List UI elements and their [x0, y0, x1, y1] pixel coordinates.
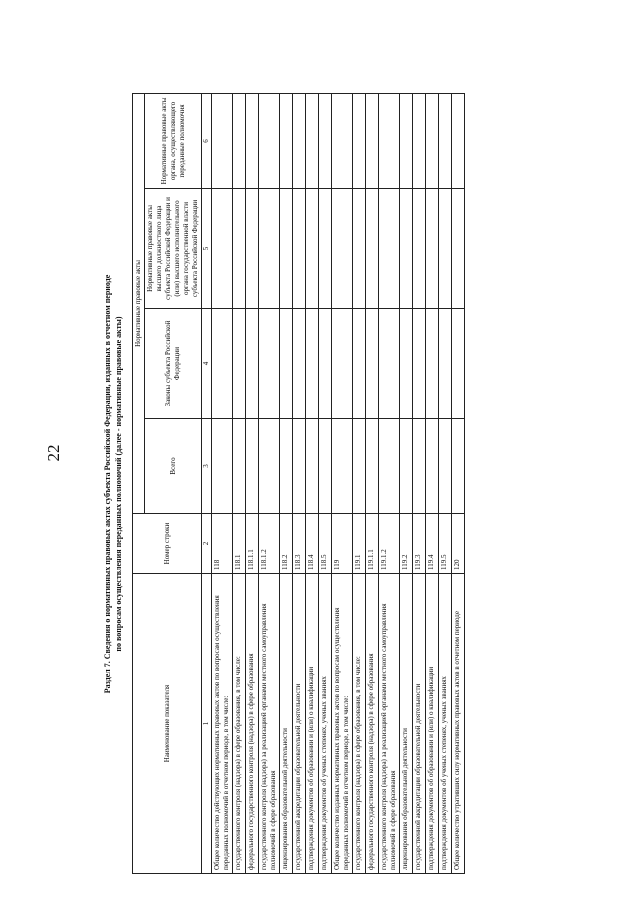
value-cell[interactable]: [400, 189, 413, 309]
header-normative-acts: Нормативные правовые акты: [133, 93, 145, 513]
column-number-cell: 1: [202, 574, 212, 874]
value-cell[interactable]: [319, 309, 332, 419]
value-cell[interactable]: [280, 189, 293, 309]
value-cell[interactable]: [246, 93, 259, 188]
value-cell[interactable]: [212, 93, 233, 188]
indicator-name-cell: подтверждения документов об образовании и (или) о квалификации: [426, 574, 439, 874]
table-row: [293, 93, 306, 873]
value-cell[interactable]: [452, 419, 465, 514]
indicator-name-cell: государственного контроля (надзора) за реализацией органами местного самоуправления полномочий в сфере образования: [259, 574, 280, 874]
row-number-cell: 118: [212, 514, 233, 574]
table-row: [319, 93, 332, 873]
column-number-cell: 4: [202, 309, 212, 419]
value-cell[interactable]: [452, 309, 465, 419]
value-cell[interactable]: [280, 419, 293, 514]
table-row: [280, 93, 293, 873]
row-number-cell: 120: [452, 514, 465, 574]
value-cell[interactable]: [426, 189, 439, 309]
value-cell[interactable]: [306, 189, 319, 309]
value-cell[interactable]: [439, 419, 452, 514]
indicator-name-cell: государственного контроля (надзора) в сфере образования, в том числе:: [353, 574, 366, 874]
value-cell[interactable]: [233, 419, 246, 514]
row-number-cell: 119: [332, 514, 353, 574]
row-number-cell: 118.1.2: [259, 514, 280, 574]
acts-table: [132, 93, 465, 874]
indicator-name-cell: подтверждения документов об образовании и (или) о квалификации: [306, 574, 319, 874]
row-number-cell: 119.5: [439, 514, 452, 574]
row-number-cell: 119.4: [426, 514, 439, 574]
value-cell[interactable]: [439, 189, 452, 309]
page-number: 22: [44, 444, 63, 462]
value-cell[interactable]: [212, 419, 233, 514]
indicator-name-cell: государственного контроля (надзора) в сфере образования, в том числе:: [233, 574, 246, 874]
value-cell[interactable]: [426, 309, 439, 419]
value-cell[interactable]: [353, 189, 366, 309]
value-cell[interactable]: [259, 93, 280, 188]
value-cell[interactable]: [293, 419, 306, 514]
header-indicator-name: Наименование показателя: [133, 574, 202, 874]
table-row: [259, 93, 280, 873]
indicator-name-cell: Общее количество изданных нормативных правовых актов по вопросам осуществления переданных полномочий в отчетном периоде, в том числе:: [332, 574, 353, 874]
table-row: [332, 93, 353, 873]
table-body: [212, 93, 465, 873]
value-cell[interactable]: [246, 189, 259, 309]
value-cell[interactable]: [439, 93, 452, 188]
indicator-name-cell: государственной аккредитации образовательной деятельности: [413, 574, 426, 874]
value-cell[interactable]: [233, 309, 246, 419]
rotated-content: [98, 94, 518, 874]
header-body-acts: Нормативные правовые акты органа, осуществляющего переданные полномочия: [145, 93, 202, 188]
table-row: [452, 93, 465, 873]
section-title: [102, 94, 124, 874]
row-number-cell: 118.1.1: [246, 514, 259, 574]
value-cell[interactable]: [366, 309, 379, 419]
table-row: [426, 93, 439, 873]
value-cell[interactable]: [366, 189, 379, 309]
section-title-line-2: по вопросам осуществления переданных полномочий (далее - нормативные правовые акты): [114, 316, 123, 652]
value-cell[interactable]: [332, 309, 353, 419]
table-row: [233, 93, 246, 873]
value-cell[interactable]: [426, 93, 439, 188]
row-number-cell: 119.1: [353, 514, 366, 574]
indicator-name-cell: лицензирования образовательной деятельности: [400, 574, 413, 874]
header-subject-laws: Законы субъекта Российской Федерации: [145, 309, 202, 419]
table-row: [413, 93, 426, 873]
value-cell[interactable]: [400, 419, 413, 514]
value-cell[interactable]: [212, 189, 233, 309]
value-cell[interactable]: [379, 93, 400, 188]
indicator-name-cell: Общее количество действующих нормативных правовых актов по вопросам осуществления переданных полномочий в отчетном периоде, в том числе:: [212, 574, 233, 874]
value-cell[interactable]: [400, 93, 413, 188]
column-number-cell: 6: [202, 93, 212, 188]
value-cell[interactable]: [293, 189, 306, 309]
row-number-cell: 119.1.2: [379, 514, 400, 574]
indicator-name-cell: государственного контроля (надзора) за реализацией органами местного самоуправления полномочий в сфере образования: [379, 574, 400, 874]
row-number-cell: 118.3: [293, 514, 306, 574]
column-number-cell: 2: [202, 514, 212, 574]
indicator-name-cell: федерального государственного контроля (надзора) в сфере образования: [246, 574, 259, 874]
column-number-cell: 3: [202, 419, 212, 514]
table-row: [353, 93, 366, 873]
value-cell[interactable]: [413, 419, 426, 514]
row-number-cell: 118.5: [319, 514, 332, 574]
value-cell[interactable]: [233, 93, 246, 188]
value-cell[interactable]: [259, 419, 280, 514]
indicator-name-cell: государственной аккредитации образовательной деятельности: [293, 574, 306, 874]
header-total: Всего: [145, 419, 202, 514]
indicator-name-cell: лицензирования образовательной деятельности: [280, 574, 293, 874]
value-cell[interactable]: [439, 309, 452, 419]
value-cell[interactable]: [426, 419, 439, 514]
value-cell[interactable]: [233, 189, 246, 309]
row-number-cell: 119.3: [413, 514, 426, 574]
row-number-cell: 118.1: [233, 514, 246, 574]
value-cell[interactable]: [319, 419, 332, 514]
value-cell[interactable]: [212, 309, 233, 419]
indicator-name-cell: подтверждения документов об ученых степенях, ученых званиях: [439, 574, 452, 874]
table-row: [439, 93, 452, 873]
value-cell[interactable]: [246, 419, 259, 514]
value-cell[interactable]: [319, 189, 332, 309]
value-cell[interactable]: [332, 189, 353, 309]
value-cell[interactable]: [379, 309, 400, 419]
indicator-name-cell: подтверждения документов об ученых степенях, ученых званиях: [319, 574, 332, 874]
value-cell[interactable]: [319, 93, 332, 188]
table-row: [366, 93, 379, 873]
value-cell[interactable]: [379, 419, 400, 514]
value-cell[interactable]: [413, 93, 426, 188]
value-cell[interactable]: [413, 189, 426, 309]
value-cell[interactable]: [452, 189, 465, 309]
column-number-cell: 5: [202, 189, 212, 309]
value-cell[interactable]: [353, 419, 366, 514]
value-cell[interactable]: [379, 189, 400, 309]
value-cell[interactable]: [259, 189, 280, 309]
value-cell[interactable]: [353, 93, 366, 188]
table-row: [246, 93, 259, 873]
value-cell[interactable]: [280, 93, 293, 188]
value-cell[interactable]: [366, 93, 379, 188]
table-row: [212, 93, 233, 873]
header-row-number: Номер строки: [133, 514, 202, 574]
acts-table-wrapper: [132, 94, 465, 874]
value-cell[interactable]: [280, 309, 293, 419]
table-row: [400, 93, 413, 873]
value-cell[interactable]: [306, 93, 319, 188]
value-cell[interactable]: [400, 309, 413, 419]
value-cell[interactable]: [293, 93, 306, 188]
value-cell[interactable]: [293, 309, 306, 419]
header-highest-official-acts: Нормативные правовые акты высшего должностного лица субъекта Российской Федерации и (или) высшего исполнительного органа государственной власти субъекта Российской Федерации: [145, 189, 202, 309]
value-cell[interactable]: [306, 309, 319, 419]
value-cell[interactable]: [246, 309, 259, 419]
row-number-cell: 118.4: [306, 514, 319, 574]
value-cell[interactable]: [332, 93, 353, 188]
value-cell[interactable]: [353, 309, 366, 419]
row-number-cell: 119.2: [400, 514, 413, 574]
row-number-cell: 118.2: [280, 514, 293, 574]
value-cell[interactable]: [259, 309, 280, 419]
indicator-name-cell: федерального государственного контроля (надзора) в сфере образования: [366, 574, 379, 874]
value-cell[interactable]: [413, 309, 426, 419]
section-title-line-1: Раздел 7. Сведения о нормативных правовых актах субъекта Российской Федерации, изданных в отчетном периоде: [103, 274, 112, 694]
value-cell[interactable]: [332, 419, 353, 514]
table-row: [306, 93, 319, 873]
row-number-cell: 119.1.1: [366, 514, 379, 574]
indicator-name-cell: Общее количество утративших силу нормативных правовых актов в отчетном периоде: [452, 574, 465, 874]
table-row: [379, 93, 400, 873]
value-cell[interactable]: [306, 419, 319, 514]
value-cell[interactable]: [366, 419, 379, 514]
column-numbers-row: [202, 93, 212, 873]
value-cell[interactable]: [452, 93, 465, 188]
